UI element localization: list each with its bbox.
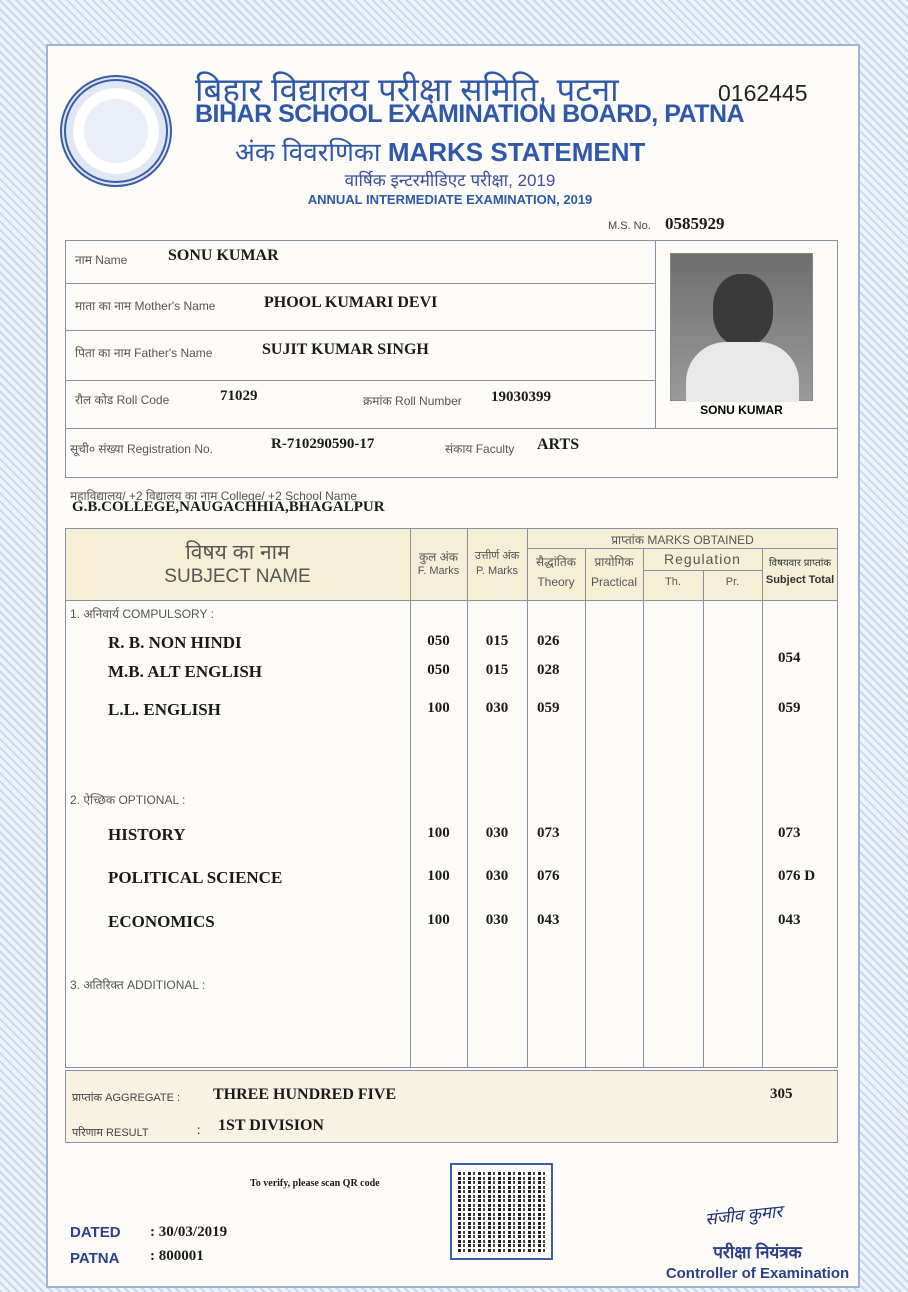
subject-name: HISTORY [108,825,186,844]
cell-pm: 030 [485,700,509,716]
father-name: SUJIT KUMAR SINGH [262,341,429,358]
cell-fm: 100 [427,868,450,884]
registration-number: R-710290590-17 [271,436,375,452]
cell-theory: 028 [537,662,560,678]
registration-label: सूची० संख्या Registration No. [70,442,213,456]
cell-theory: 073 [537,825,560,841]
mother-label: माता का नाम Mother's Name [75,299,216,313]
place-label: PATNA [70,1250,120,1267]
subject-name: L.L. ENGLISH [108,700,221,719]
result-box [65,1070,838,1143]
roll-number-label: क्रमांक Roll Number [363,394,462,408]
controller-title-en: Controller of Examination [665,1265,850,1282]
cell-theory: 059 [537,700,560,716]
section-additional: 3. अतिरिक्त ADDITIONAL : [70,978,206,992]
section-compulsory: 1. अनिवार्य COMPULSORY : [70,607,214,621]
roll-number: 19030399 [491,389,551,405]
practical-header-en: Practical [590,575,637,589]
reg-th-header: Th. [665,576,681,588]
combined-total: 054 [778,650,801,666]
title-english: BIHAR SCHOOL EXAMINATION BOARD, PATNA [195,100,745,128]
regulation-header: Regulation [664,551,741,567]
section-optional: 2. ऐच्छिक OPTIONAL : [70,793,186,807]
college-name: G.B.COLLEGE,NAUGACHHIA,BHAGALPUR [72,499,385,515]
doc-title-hi: अंक विवरणिका [235,137,381,167]
qr-code[interactable] [450,1163,553,1260]
board-seal-logo [60,75,172,187]
subject-header-hi: विषय का नाम [185,541,290,564]
cell-total: 043 [778,912,801,928]
exam-english: ANNUAL INTERMEDIATE EXAMINATION, 2019 [307,192,593,207]
ms-no: 0585929 [665,214,725,233]
controller-title-hi: परीक्षा नियंत्रक [713,1243,802,1262]
cell-total: 073 [778,825,801,841]
subject-name: ECONOMICS [108,912,215,931]
name-label: नाम Name [75,253,128,267]
dated-value: : 30/03/2019 [150,1224,228,1240]
pm-header-hi: उत्तीर्ण अंक [474,550,520,562]
cell-total: 076 D [778,868,816,884]
pm-header-en: P. Marks [476,565,518,577]
subject-name: M.B. ALT ENGLISH [108,662,263,681]
result-division: 1ST DIVISION [218,1117,324,1134]
faculty-label: संकाय Faculty [445,442,515,456]
fm-header-hi: कुल अंक [418,550,459,564]
subject-header-en: SUBJECT NAME [164,566,311,587]
cell-total: 059 [778,700,801,716]
photo-caption: SONU KUMAR [700,403,783,417]
practical-header-hi: प्रायोगिक [594,555,634,569]
verify-text: To verify, please scan QR code [250,1178,380,1189]
cell-fm: 050 [427,633,450,649]
father-label: पिता का नाम Father's Name [75,346,213,360]
cell-pm: 015 [485,633,509,649]
mother-name: PHOOL KUMARI DEVI [264,294,438,311]
pin-value: : 800001 [150,1248,204,1264]
aggregate-words: THREE HUNDRED FIVE [213,1086,397,1103]
theory-header-en: Theory [537,575,575,589]
cell-fm: 050 [427,662,450,678]
cell-fm: 100 [427,825,450,841]
aggregate-label: प्राप्तांक AGGREGATE : [72,1092,181,1104]
cell-theory: 043 [537,912,560,928]
cell-pm: 030 [485,912,509,928]
cell-theory: 076 [537,868,560,884]
doc-title-en: MARKS STATEMENT [387,137,646,167]
cell-pm: 015 [485,662,509,678]
subject-name: R. B. NON HINDI [108,633,242,652]
cell-theory: 026 [537,633,560,649]
roll-code-label: रौल कोड Roll Code [75,393,170,407]
reg-pr-header: Pr. [725,576,740,588]
total-header-en: Subject Total [765,574,835,586]
title-hindi: बिहार विद्यालय परीक्षा समिति, पटना [195,71,619,108]
roll-code: 71029 [220,388,258,404]
result-label: परिणाम RESULT [72,1127,149,1139]
result-colon: : [197,1123,201,1137]
faculty: ARTS [537,436,580,453]
marks-obtained-header: प्राप्तांक MARKS OBTAINED [611,533,754,547]
college-label: महाविद्यालय/ +2 विद्यालय का नाम College/ +2 School Name [70,489,358,503]
exam-hindi: वार्षिक इन्टरमीडिएट परीक्षा, 2019 [344,171,556,190]
ms-no-label: M.S. No. [608,220,651,232]
cell-pm: 030 [485,868,509,884]
subject-name: POLITICAL SCIENCE [108,868,283,887]
fm-header-en: F. Marks [417,565,460,577]
serial-number: 0162445 [718,80,808,106]
student-photo [670,253,813,401]
theory-header-hi: सैद्धांतिक [536,555,576,569]
cell-fm: 100 [427,700,450,716]
cell-pm: 030 [485,825,509,841]
document-title [235,133,645,169]
total-header-hi: विषयवार प्राप्तांक [768,558,832,569]
controller-signature: संजीव कुमार [704,1202,784,1229]
cell-fm: 100 [427,912,450,928]
aggregate-total: 305 [770,1086,793,1102]
student-name: SONU KUMAR [168,247,279,264]
dated-label: DATED [70,1224,121,1241]
